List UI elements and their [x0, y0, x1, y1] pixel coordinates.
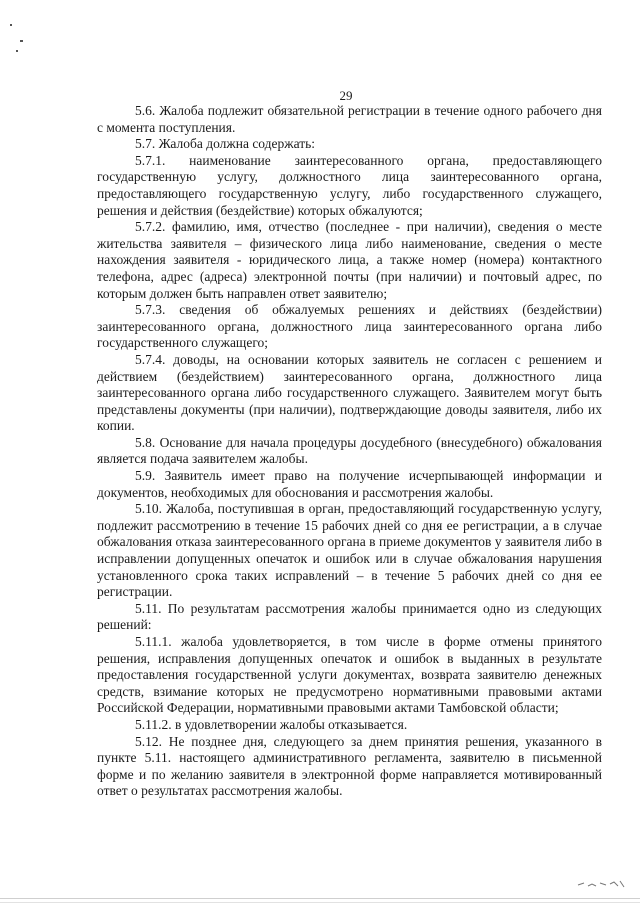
paragraph-5-7: 5.7. Жалоба должна содержать: — [135, 136, 316, 152]
paragraph-5-6: 5.6. Жалоба подлежит обязательной регистрации в течение одного рабочего дня с момента поступления. — [97, 103, 602, 135]
page-number: 29 — [339, 88, 353, 103]
paragraph-5-11-2: 5.11.2. в удовлетворении жалобы отказывается. — [135, 716, 408, 732]
scan-mark — [10, 24, 12, 26]
paragraph-5-8: 5.8. Основание для начала процедуры досудебного (внесудебного) обжалования является подача заявителем жалобы. — [97, 434, 602, 467]
paragraph-5-12: 5.12. Не позднее дня, следующего за днем принятия решения, указанного в пункте 5.11. настоящего административного регламента, заявителю в письменной форме и по желанию заявителя в электронной форме направляется мотивированный ответ о результатах рассмотрения жалобы. — [97, 733, 602, 799]
paragraph-5-11-1: 5.11.1. жалоба удовлетворяется, в том числе в форме отмены принятого решения, исправления допущенных опечаток и ошибок в выданных в результате предоставления государственной услуги документах, возврата заявителю денежных средств, взимание которых не предусмотрено нормативными правовыми актами Российской Федерации, нормативными правовыми актами Тамбовской области; — [97, 634, 602, 716]
scan-artifact-scribble — [576, 877, 626, 889]
paragraph-5-7-3: 5.7.3. сведения об обжалуемых решениях и действиях (бездействии) заинтересованного органа, должностного лица заинтересованного органа либо государственного служащего; — [97, 302, 602, 351]
paragraph-5-9: 5.9. Заявитель имеет право на получение исчерпывающей информации и документов, необходимых для обоснования и рассмотрения жалобы. — [97, 468, 602, 500]
paragraph-5-7-1: 5.7.1. наименование заинтересованного органа, предоставляющего государственную услугу, должностного лица заинтересованного органа, предоставляющего государственную услугу, либо государственного служащего, решения и действия (бездействие) которых обжалуются; — [97, 152, 602, 218]
paragraph-5-11: 5.11. По результатам рассмотрения жалобы принимается одно из следующих решений: — [97, 600, 602, 633]
scan-edge-line — [0, 898, 640, 899]
paragraph-5-10: 5.10. Жалоба, поступившая в орган, предоставляющий государственную услугу, подлежит рассмотрению в течение 15 рабочих дней со дня ее регистрации, а в случае обжалования отказа заинтересованного органа в приеме документов у заявителя либо в исправлении допущенных опечаток и ошибок или в случае обжалования нарушения установленного срока таких исправлений – в течение 5 рабочих дней со дня ее регистрации. — [97, 501, 602, 600]
paragraph-5-7-2: 5.7.2. фамилию, имя, отчество (последнее - при наличии), сведения о месте жительства заявителя – физического лица либо наименование, сведения о месте нахождения заявителя - юридического лица, а также номер (номера) контактного телефона, адрес (адреса) электронной почты (при наличии) и почтовый адрес, по которым должен быть направлен ответ заявителю; — [97, 219, 602, 301]
document-body — [97, 103, 602, 800]
scan-mark — [16, 50, 18, 52]
paragraph-5-7-4: 5.7.4. доводы, на основании которых заявитель не согласен с решением и действием (бездействием) заинтересованного органа, должностного лица заинтересованного органа либо государственного служащего. Заявителем могут быть представлены документы (при наличии), подтверждающие доводы заявителя, либо их копии. — [97, 351, 602, 434]
scan-edge-line — [0, 902, 640, 903]
scan-mark — [20, 40, 23, 42]
